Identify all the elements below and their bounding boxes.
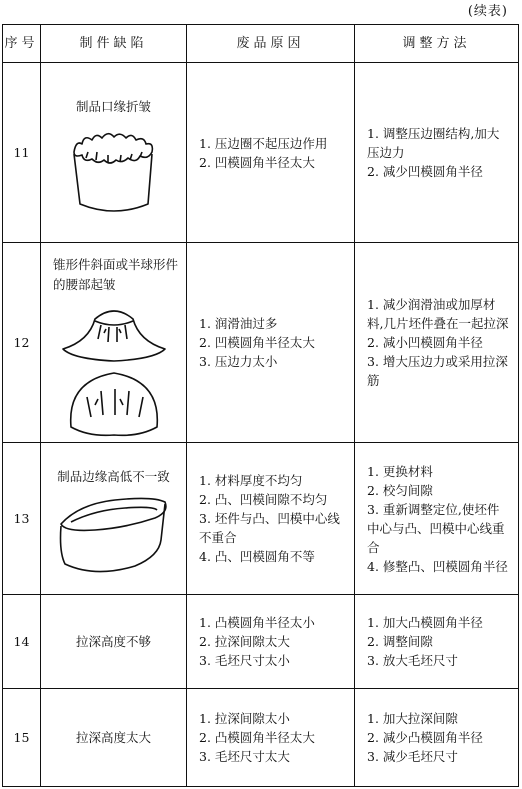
wrinkled-rim-cup-sketch <box>66 122 162 218</box>
remedy-item: 1. 更换材料 <box>367 463 433 479</box>
defect-name: 制品边缘高低不一致 <box>57 468 170 484</box>
header-cause: 废品原因 <box>187 25 355 63</box>
cause-item: 2. 凸、凹模间隙不均匀 <box>199 492 328 507</box>
row-number: 13 <box>3 443 41 595</box>
row-number: 15 <box>3 689 41 787</box>
cause-item: 1. 拉深间隙太小 <box>199 711 290 726</box>
cause-item: 2. 凹模圆角半径太大 <box>199 154 315 170</box>
cause-item: 2. 拉深间隙太大 <box>199 634 290 649</box>
remedy-item: 2. 减少凸模圆角半径 <box>367 730 483 745</box>
defect-name: 拉深高度太大 <box>75 729 151 745</box>
remedy-cell <box>355 243 519 443</box>
cause-cell <box>187 63 355 243</box>
remedy-item: 3. 增大压边力或采用拉深筋 <box>367 354 508 388</box>
remedy-item: 2. 校匀间隙 <box>367 482 433 498</box>
header-defect: 制件缺陷 <box>41 25 187 63</box>
defect-cell <box>41 443 187 595</box>
cause-item: 3. 坯件与凸、凹模中心线不重合 <box>199 511 340 545</box>
remedy-item: 1. 减少润滑油或加厚材料,几片坯件叠在一起拉深 <box>367 297 509 331</box>
remedy-item: 4. 修整凸、凹模圆角半径 <box>367 558 508 574</box>
cause-item: 2. 凹模圆角半径太大 <box>199 335 315 350</box>
table-row <box>3 443 519 595</box>
table-row <box>3 595 519 689</box>
remedy-cell <box>355 443 519 595</box>
remedy-item: 3. 减少毛坯尺寸 <box>367 749 458 764</box>
cause-item: 3. 毛坯尺寸太小 <box>199 653 290 668</box>
cause-item: 1. 压边圈不起压边作用 <box>199 135 328 151</box>
defect-cell <box>41 689 187 787</box>
row-number: 14 <box>3 595 41 689</box>
cause-item: 3. 毛坯尺寸太大 <box>199 749 290 764</box>
row-number: 11 <box>3 63 41 243</box>
cause-item: 4. 凸、凹模圆角不等 <box>199 549 315 564</box>
row-number: 12 <box>3 243 41 443</box>
remedy-cell <box>355 689 519 787</box>
remedy-item: 2. 调整间隙 <box>367 634 433 649</box>
remedy-cell <box>355 63 519 243</box>
defect-name: 制品口缘折皱 <box>75 98 151 114</box>
header-row <box>3 25 519 63</box>
cause-item: 1. 润滑油过多 <box>199 316 278 331</box>
cause-item: 2. 凸模圆角半径太大 <box>199 730 315 745</box>
defect-name: 锥形件斜面或半球形件的腰部起皱 <box>53 256 179 292</box>
table-row <box>3 689 519 787</box>
defect-cell <box>41 63 187 243</box>
remedy-item: 3. 重新调整定位,使坯件中心与凸、凹模中心线重合 <box>367 501 505 555</box>
remedy-item: 3. 放大毛坯尺寸 <box>367 653 458 668</box>
remedy-cell <box>355 595 519 689</box>
cause-cell <box>187 443 355 595</box>
remedy-item: 1. 调整压边圈结构,加大压边力 <box>367 126 500 160</box>
wrinkled-cone-hemisphere-sketch <box>59 301 169 441</box>
table-row <box>3 63 519 243</box>
defect-name: 拉深高度不够 <box>75 633 151 649</box>
cause-item: 1. 材料厚度不均匀 <box>199 473 303 488</box>
table-row <box>3 243 519 443</box>
remedy-item: 1. 加大凸模圆角半径 <box>367 615 483 630</box>
defect-table <box>2 24 519 787</box>
cause-cell <box>187 595 355 689</box>
header-remedy: 调整方法 <box>355 25 519 63</box>
cause-item: 1. 凸模圆角半径太小 <box>199 615 315 630</box>
cause-cell <box>187 243 355 443</box>
defect-cell <box>41 595 187 689</box>
header-num: 序号 <box>3 25 41 63</box>
cause-cell <box>187 689 355 787</box>
remedy-item: 2. 减少凹模圆角半径 <box>367 164 483 179</box>
remedy-item: 1. 加大拉深间隙 <box>367 711 458 726</box>
remedy-item: 2. 减小凹模圆角半径 <box>367 335 483 350</box>
cause-item: 3. 压边力太小 <box>199 354 278 369</box>
uneven-rim-cup-sketch <box>55 492 173 580</box>
defect-cell <box>41 243 187 443</box>
continued-label: (续表) <box>467 4 508 19</box>
